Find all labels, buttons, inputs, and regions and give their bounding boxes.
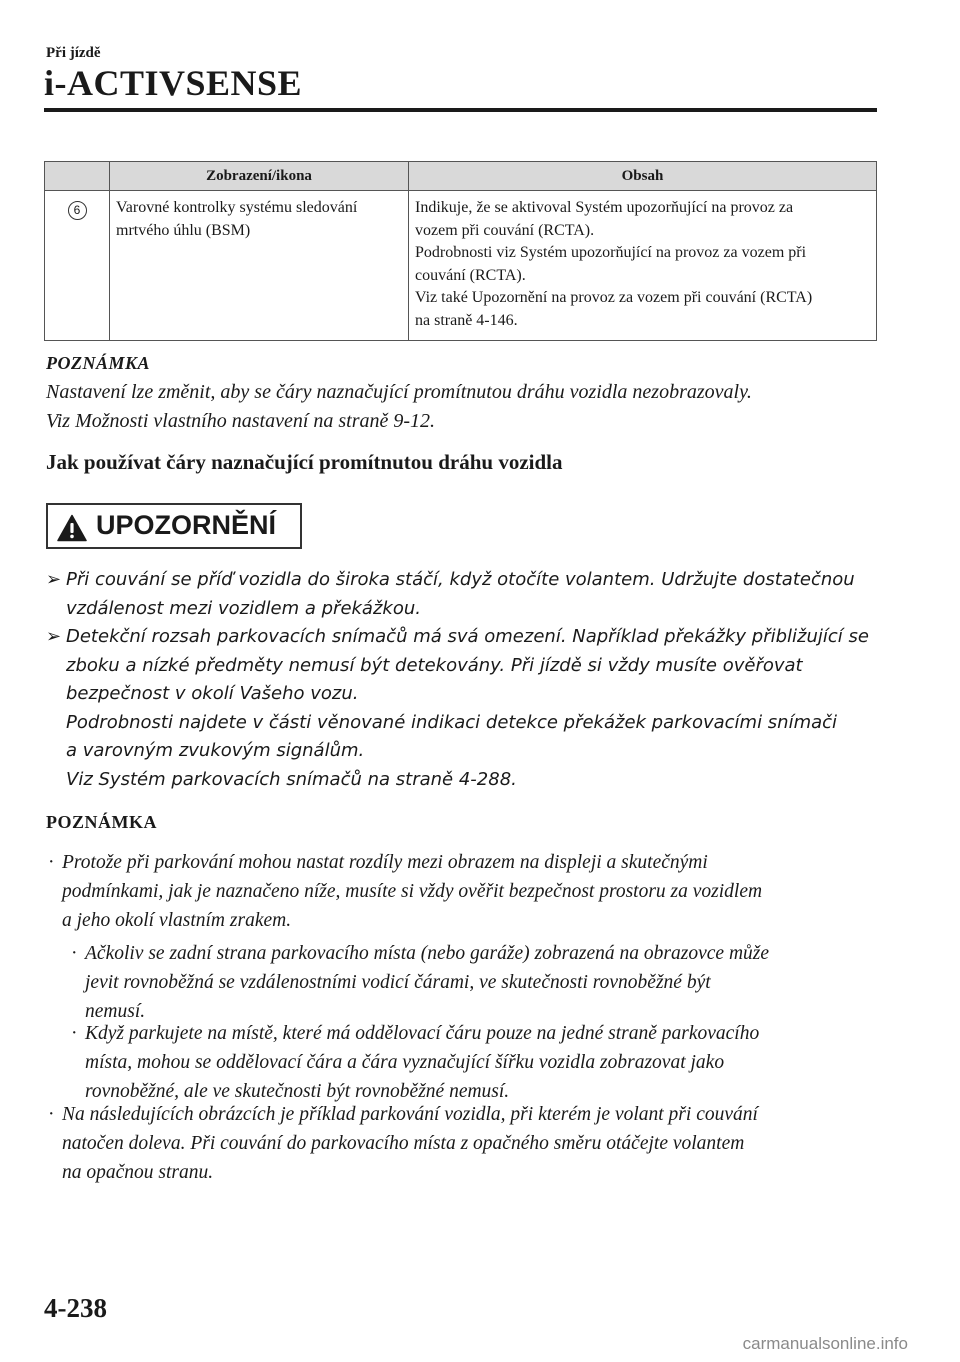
- caution-line: Detekční rozsah parkovacích snímačů má svá omezení. Například překážky přibližující se: [66, 626, 869, 647]
- watermark: carmanualsonline.info: [742, 1334, 908, 1353]
- content-line: Podrobnosti viz Systém upozorňující na provoz za vozem při: [415, 244, 807, 261]
- table-header-blank: [45, 162, 110, 191]
- note-bullet: [48, 848, 892, 935]
- note-sub-bullet: [71, 939, 885, 1026]
- note-heading: POZNÁMKA: [46, 353, 151, 373]
- content-line: couvání (RCTA).: [415, 266, 526, 284]
- display-line: Varovné kontrolky systému sledování: [116, 199, 358, 216]
- bullet-dot-icon: ·: [48, 1104, 55, 1125]
- warning-triangle-icon: [57, 514, 87, 542]
- note-line: nemusí.: [85, 1001, 146, 1022]
- note-line: místa, mohou se oddělovací čára a čára vyznačující šířku vozidla zobrazovat jako: [85, 1052, 725, 1073]
- note-line: natočen doleva. Při couvání do parkovacího místa z opačného směru otáčejte volantem: [62, 1133, 745, 1154]
- section-title: i-ACTIVSENSE: [44, 63, 303, 103]
- caution-line: Viz Systém parkovacích snímačů na straně 4-288.: [66, 768, 517, 790]
- content-cell: [409, 191, 877, 341]
- title-divider: [44, 108, 877, 112]
- content-line: na straně 4-146.: [415, 311, 518, 329]
- arrow-bullet-icon: ➢: [46, 569, 62, 590]
- note-heading: POZNÁMKA: [46, 812, 157, 832]
- caution-label: UPOZORNĚNÍ: [96, 510, 277, 540]
- content-line: Viz také Upozornění na provoz za vozem při couvání (RCTA): [415, 289, 813, 306]
- note-line: Ačkoliv se zadní strana parkovacího místa (nebo garáže) zobrazená na obrazovce může: [85, 943, 770, 964]
- note-bullet: [48, 1100, 892, 1187]
- note-line: a jeho okolí vlastním zrakem.: [62, 910, 292, 931]
- content-line: Indikuje, že se aktivoval Systém upozorňující na provoz za: [415, 199, 794, 216]
- arrow-bullet-icon: ➢: [46, 626, 62, 647]
- note-text: [46, 378, 752, 436]
- bullet-dot-icon: ·: [71, 943, 78, 964]
- note-line: podmínkami, jak je naznačeno níže, musíte si vždy ověřit bezpečnost prostoru za vozidlem: [62, 881, 763, 902]
- table-header-display: Zobrazení/ikona: [110, 162, 409, 191]
- caution-line: zboku a nízké předměty nemusí být detekovány. Při jízdě si vždy musíte ověřovat: [66, 654, 803, 676]
- display-cell: [110, 191, 409, 341]
- circled-number-icon: 6: [68, 201, 87, 220]
- caution-item: [46, 566, 886, 623]
- caution-box: [46, 503, 302, 549]
- caution-line: bezpečnost v okolí Vašeho vozu.: [66, 683, 359, 704]
- breadcrumb: Při jízdě: [46, 45, 101, 61]
- table-row: [45, 191, 877, 341]
- note-line: Když parkujete na místě, které má oddělovací čáru pouze na jedné straně parkovacího: [85, 1023, 760, 1044]
- table-header-row: [45, 162, 877, 191]
- caution-item: [46, 623, 886, 794]
- caution-line: a varovným zvukovým signálům.: [66, 740, 365, 761]
- note-line: Na následujících obrázcích je příklad parkování vozidla, při kterém je volant při couvání: [62, 1104, 758, 1125]
- note-line: rovnoběžné, ale ve skutečnosti být rovnoběžné nemusí.: [85, 1081, 510, 1102]
- table-header-content: Obsah: [409, 162, 877, 191]
- note-line: Viz Možnosti vlastního nastavení na straně 9-12.: [46, 410, 436, 432]
- bullet-dot-icon: ·: [48, 852, 55, 873]
- indicator-table: [44, 161, 877, 341]
- caution-line: Při couvání se příď vozidla do široka stáčí, když otočíte volantem. Udržujte dostatečnou: [66, 569, 855, 590]
- note-line: Protože při parkování mohou nastat rozdíly mezi obrazem na displeji a skutečnými: [62, 852, 708, 873]
- caution-list: [46, 566, 886, 794]
- content-line: vozem při couvání (RCTA).: [415, 221, 595, 239]
- caution-line: vzdálenost mezi vozidlem a překážkou.: [66, 597, 421, 619]
- note-line: na opačnou stranu.: [62, 1162, 214, 1183]
- note-line: jevit rovnoběžná se vzdálenostními vodicí čárami, ve skutečnosti rovnoběžné být: [85, 972, 711, 993]
- display-line: mrtvého úhlu (BSM): [116, 221, 251, 239]
- row-number-cell: [45, 191, 110, 341]
- bullet-dot-icon: ·: [71, 1023, 78, 1044]
- section-heading: Jak používat čáry naznačující promítnutou dráhu vozidla: [46, 450, 563, 474]
- caution-line: Podrobnosti najdete v části věnované indikaci detekce překážek parkovacími snímači: [66, 711, 838, 733]
- note-line: Nastavení lze změnit, aby se čáry naznačující promítnutou dráhu vozidla nezobrazovaly.: [46, 381, 752, 403]
- note-sub-bullet: [71, 1019, 885, 1106]
- page-number: 4-238: [44, 1293, 107, 1323]
